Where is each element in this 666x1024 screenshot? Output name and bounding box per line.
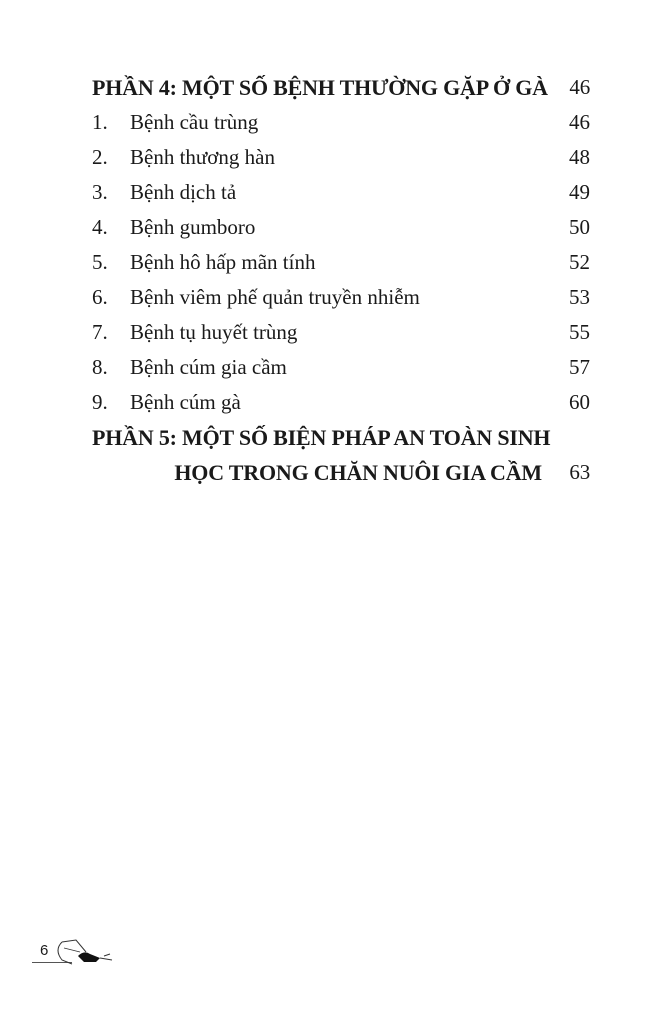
part-title: PHẦN 4: MỘT SỐ BỆNH THƯỜNG GẶP Ở GÀ — [92, 75, 548, 100]
page-number: 52 — [569, 250, 590, 274]
bird-ornament-icon — [50, 938, 120, 968]
page-number: 46 — [569, 110, 590, 134]
item-number: 5. — [92, 250, 108, 274]
item-number: 9. — [92, 390, 108, 414]
page-number: 55 — [569, 320, 590, 344]
part-title-continued: HỌC TRONG CHĂN NUÔI GIA CẦM — [174, 460, 542, 485]
item-label: Bệnh cúm gia cầm — [130, 355, 287, 379]
item-label: Bệnh viêm phế quản truyền nhiễm — [130, 285, 420, 309]
page-number: 48 — [569, 145, 590, 169]
toc-item — [92, 315, 590, 350]
page-footer — [32, 938, 122, 968]
toc-item — [92, 210, 590, 245]
item-label: Bệnh gumboro — [130, 215, 256, 239]
toc-item — [92, 140, 590, 175]
item-number: 2. — [92, 145, 108, 169]
page-number: 60 — [569, 390, 590, 414]
item-label: Bệnh thương hàn — [130, 145, 275, 169]
toc-item — [92, 245, 590, 280]
item-label: Bệnh cầu trùng — [130, 110, 259, 134]
item-number: 3. — [92, 180, 108, 204]
toc-item — [92, 105, 590, 140]
item-label: Bệnh dịch tả — [130, 180, 237, 204]
page-number: 50 — [569, 215, 590, 239]
item-label: Bệnh hô hấp mãn tính — [130, 250, 316, 274]
item-number: 6. — [92, 285, 108, 309]
toc-item — [92, 350, 590, 385]
item-label: Bệnh tụ huyết trùng — [130, 320, 298, 344]
item-number: 7. — [92, 320, 108, 344]
part-title: PHẦN 5: MỘT SỐ BIỆN PHÁP AN TOÀN SINH — [92, 425, 551, 450]
item-number: 1. — [92, 110, 108, 134]
page-number: 53 — [569, 285, 590, 309]
item-label: Bệnh cúm gà — [130, 390, 241, 414]
page-number: 57 — [569, 355, 590, 379]
page-number: 46 — [569, 75, 590, 99]
page-number: 49 — [569, 180, 590, 204]
toc-heading-part-4 — [92, 70, 590, 105]
toc-item — [92, 385, 590, 420]
item-number: 8. — [92, 355, 108, 379]
table-of-contents — [92, 70, 590, 490]
toc-heading-part-5-line-1 — [92, 420, 590, 455]
toc-heading-part-5-line-2 — [92, 455, 590, 490]
toc-item — [92, 175, 590, 210]
item-number: 4. — [92, 215, 108, 239]
folio-number: 6 — [40, 942, 49, 959]
toc-item — [92, 280, 590, 315]
page-number: 63 — [569, 460, 590, 484]
